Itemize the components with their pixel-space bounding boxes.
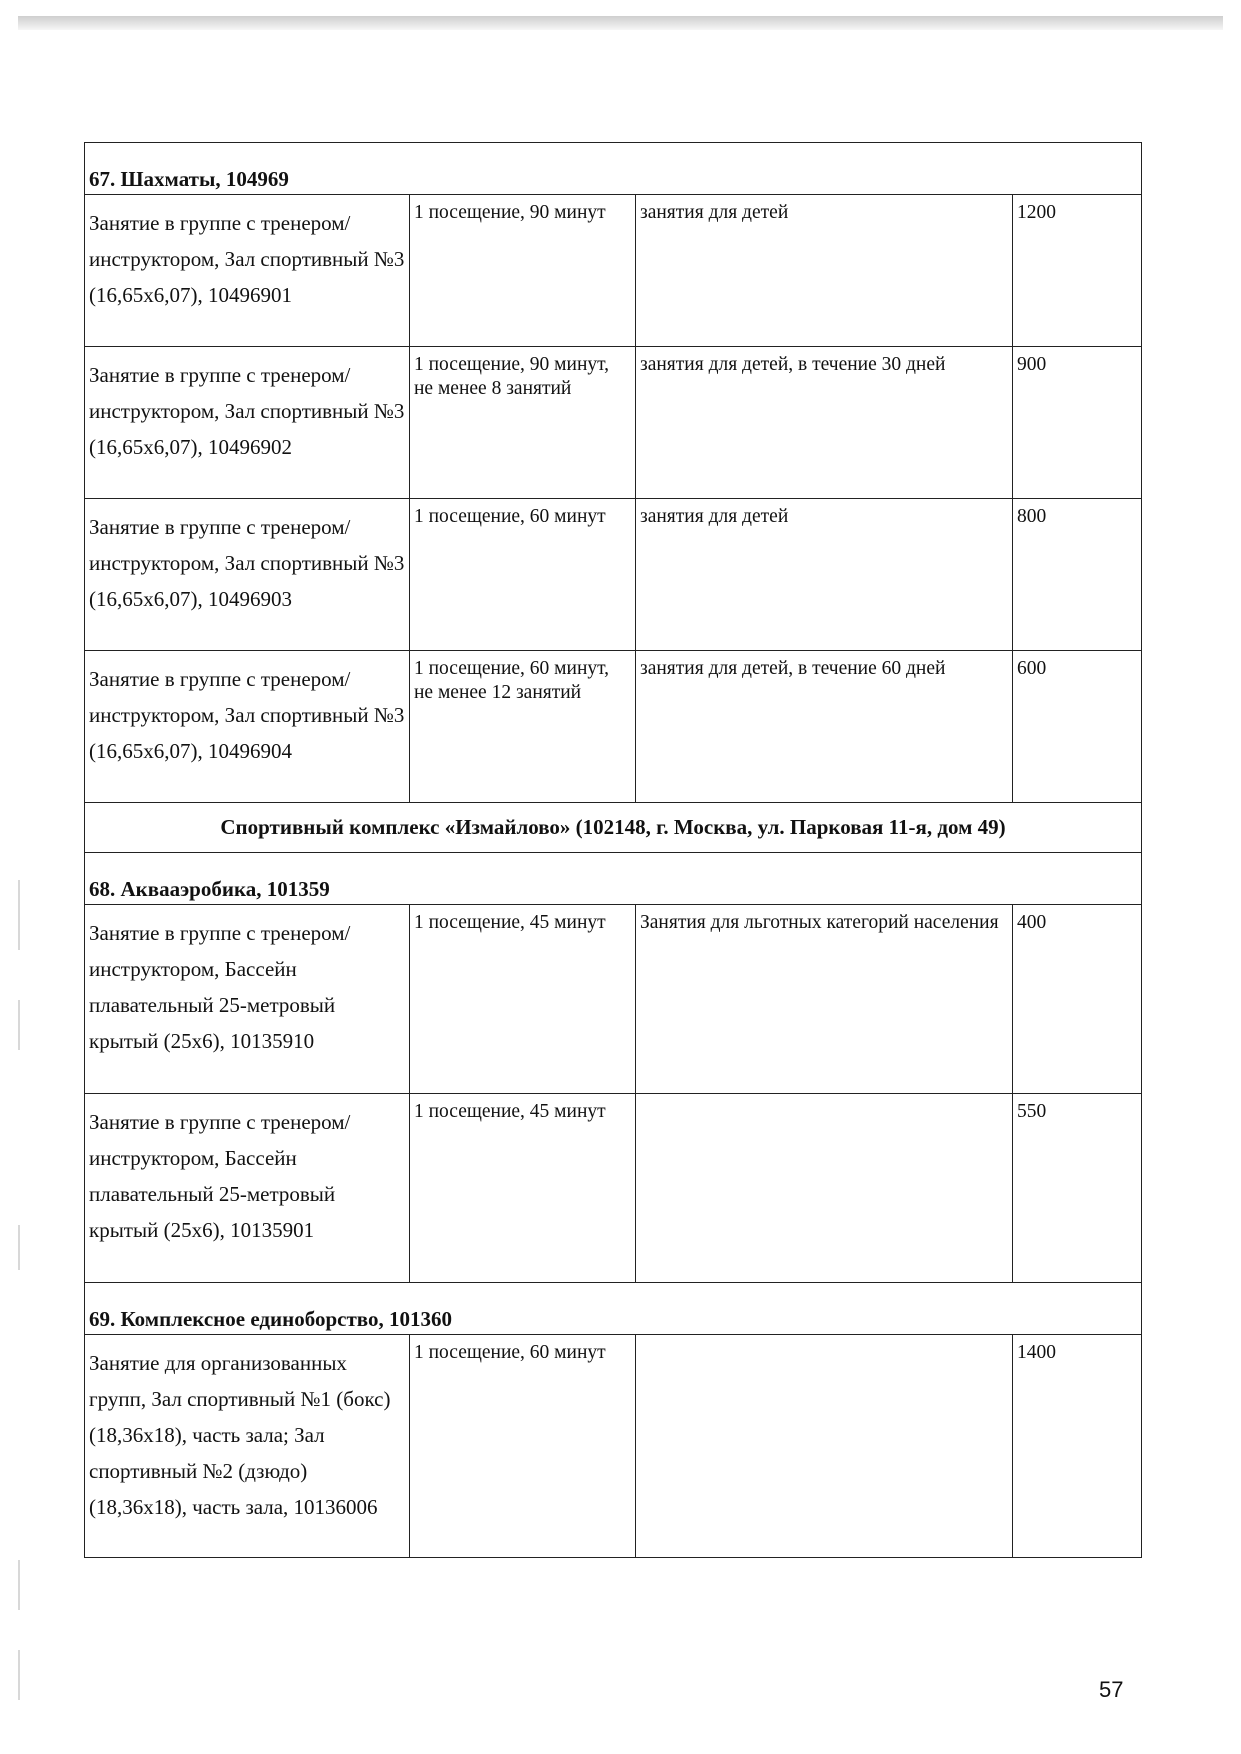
price-table-body [85, 143, 1142, 1558]
table-row [85, 905, 1142, 1094]
price-cell: 550 [1013, 1094, 1142, 1283]
table-row [85, 195, 1142, 347]
section-header-row [85, 853, 1142, 905]
note-cell: занятия для детей [636, 499, 1013, 651]
note-cell [636, 1335, 1013, 1558]
service-name-cell: Занятие в группе с тренером/инструктором, Бассейн плавательный 25-метровый крытый (25х6), 10135910 [85, 905, 410, 1094]
visits-cell: 1 посещение, 90 минут, не менее 8 занятий [410, 347, 636, 499]
note-cell [636, 1094, 1013, 1283]
note-cell: занятия для детей, в течение 30 дней [636, 347, 1013, 499]
venue-title: Спортивный комплекс «Измайлово» (102148, г. Москва, ул. Парковая 11-я, дом 49) [85, 803, 1142, 853]
note-cell: Занятия для льготных категорий населения [636, 905, 1013, 1094]
scan-margin-mark [18, 1650, 20, 1700]
note-cell: занятия для детей [636, 195, 1013, 347]
visits-cell: 1 посещение, 90 минут [410, 195, 636, 347]
price-cell: 1200 [1013, 195, 1142, 347]
section-title: 67. Шахматы, 104969 [85, 143, 1142, 195]
visits-cell: 1 посещение, 45 минут [410, 905, 636, 1094]
visits-cell: 1 посещение, 60 минут [410, 499, 636, 651]
scan-margin-mark [18, 1000, 20, 1050]
visits-cell: 1 посещение, 60 минут [410, 1335, 636, 1558]
service-name-cell: Занятие в группе с тренером/инструктором, Зал спортивный №3 (16,65х6,07), 10496901 [85, 195, 410, 347]
service-name-cell: Занятие в группе с тренером/инструктором, Зал спортивный №3 (16,65х6,07), 10496902 [85, 347, 410, 499]
service-name-cell: Занятие в группе с тренером/инструктором, Зал спортивный №3 (16,65х6,07), 10496903 [85, 499, 410, 651]
scan-margin-mark [18, 880, 20, 950]
scan-top-edge [18, 16, 1223, 30]
price-cell: 900 [1013, 347, 1142, 499]
table-row [85, 1094, 1142, 1283]
scan-margin-mark [18, 1225, 20, 1270]
price-cell: 600 [1013, 651, 1142, 803]
section-header-row [85, 143, 1142, 195]
service-name-cell: Занятие в группе с тренером/инструктором, Зал спортивный №3 (16,65х6,07), 10496904 [85, 651, 410, 803]
visits-cell: 1 посещение, 60 минут, не менее 12 занятий [410, 651, 636, 803]
table-row [85, 499, 1142, 651]
section-title: 69. Комплексное единоборство, 101360 [85, 1283, 1142, 1335]
price-table [84, 142, 1142, 1558]
price-cell: 800 [1013, 499, 1142, 651]
note-cell: занятия для детей, в течение 60 дней [636, 651, 1013, 803]
table-row [85, 347, 1142, 499]
table-row [85, 1335, 1142, 1558]
price-cell: 400 [1013, 905, 1142, 1094]
visits-cell: 1 посещение, 45 минут [410, 1094, 636, 1283]
service-name-cell: Занятие в группе с тренером/инструктором, Бассейн плавательный 25-метровый крытый (25х6), 10135901 [85, 1094, 410, 1283]
service-name-cell: Занятие для организованных групп, Зал спортивный №1 (бокс) (18,36х18), часть зала; Зал спортивный №2 (дзюдо) (18,36х18), часть зала, 10136006 [85, 1335, 410, 1558]
table-row [85, 651, 1142, 803]
page-number: 57 [1099, 1677, 1124, 1702]
price-cell: 1400 [1013, 1335, 1142, 1558]
venue-header-row [85, 803, 1142, 853]
section-header-row [85, 1283, 1142, 1335]
scan-margin-mark [18, 1560, 20, 1610]
section-title: 68. Аквааэробика, 101359 [85, 853, 1142, 905]
price-table-wrapper [84, 142, 1141, 1558]
